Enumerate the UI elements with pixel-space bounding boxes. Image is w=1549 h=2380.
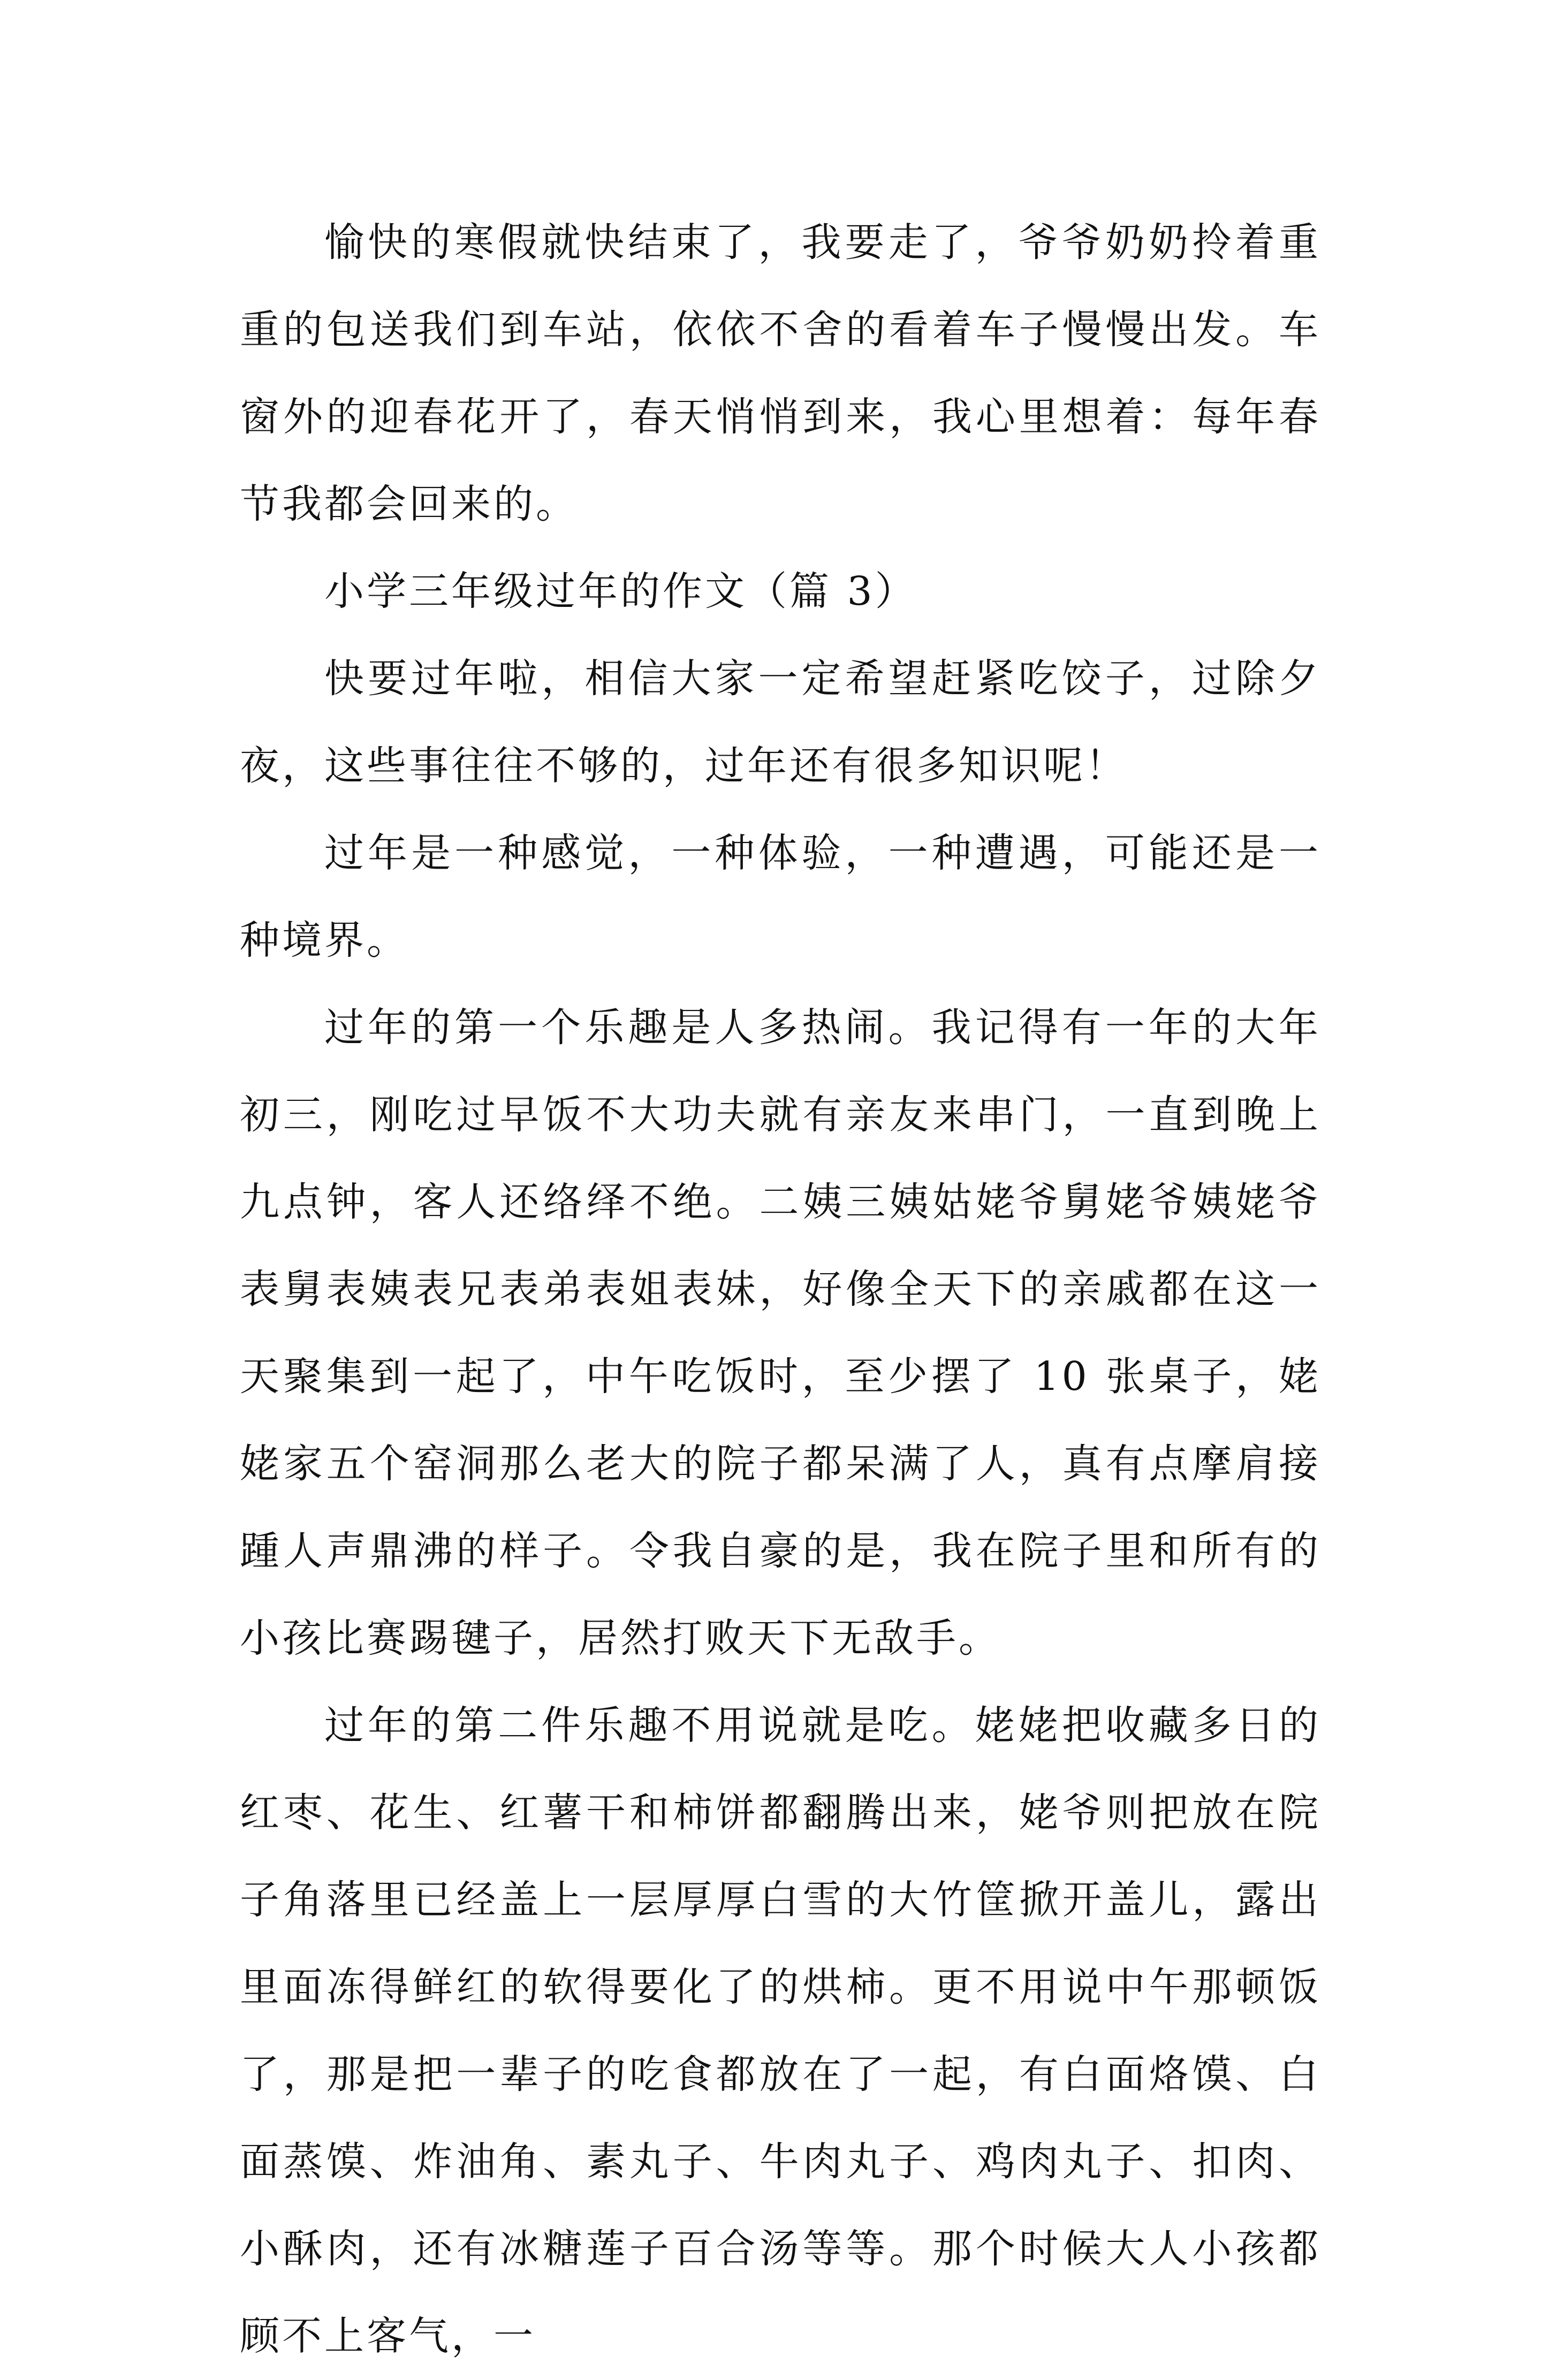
document-body	[240, 199, 1321, 2380]
section-title: 小学三年级过年的作文（篇 3）	[324, 568, 917, 614]
paragraph-new-year-intro: 快要过年啦，相信大家一定希望赶紧吃饺子，过除夕夜，这些事往往不够的，过年还有很多知识呢！	[240, 656, 1321, 789]
paragraph-new-year-feeling: 过年是一种感觉，一种体验，一种遭遇，可能还是一种境界。	[240, 830, 1321, 963]
paragraph-winter-vacation-ending: 愉快的寒假就快结束了，我要走了，爷爷奶奶拎着重重的包送我们到车站，依依不舍的看着车子慢慢出发。车窗外的迎春花开了，春天悄悄到来，我心里想着：每年春节我都会回来的。	[240, 219, 1321, 527]
paragraph-second-joy: 过年的第二件乐趣不用说就是吃。姥姥把收藏多日的红枣、花生、红薯干和柿饼都翻腾出来，姥爷则把放在院子角落里已经盖上一层厚厚白雪的大竹筐掀开盖儿，露出里面冻得鲜红的软得要化了的烘柿。更不用说中午那顿饭了，那是把一辈子的吃食都放在了一起，有白面烙馍、白面蒸馍、炸油角、素丸子、牛肉丸子、鸡肉丸子、扣肉、小酥肉，还有冰糖莲子百合汤等等。那个时候大人小孩都顾不上客气，一	[240, 1702, 1321, 2359]
paragraph-first-joy: 过年的第一个乐趣是人多热闹。我记得有一年的大年初三，刚吃过早饭不大功夫就有亲友来串门，一直到晚上九点钟，客人还络绎不绝。二姨三姨姑姥爷舅姥爷姨姥爷表舅表姨表兄表弟表姐表妹，好像全天下的亲戚都在这一天聚集到一起了，中午吃饭时，至少摆了 10 张桌子，姥姥家五个窑洞那么老大的院子都呆满了人，真有点摩肩接踵人声鼎沸的样子。令我自豪的是，我在院子里和所有的小孩比赛踢毽子，居然打败天下无敌手。	[240, 1005, 1321, 1661]
